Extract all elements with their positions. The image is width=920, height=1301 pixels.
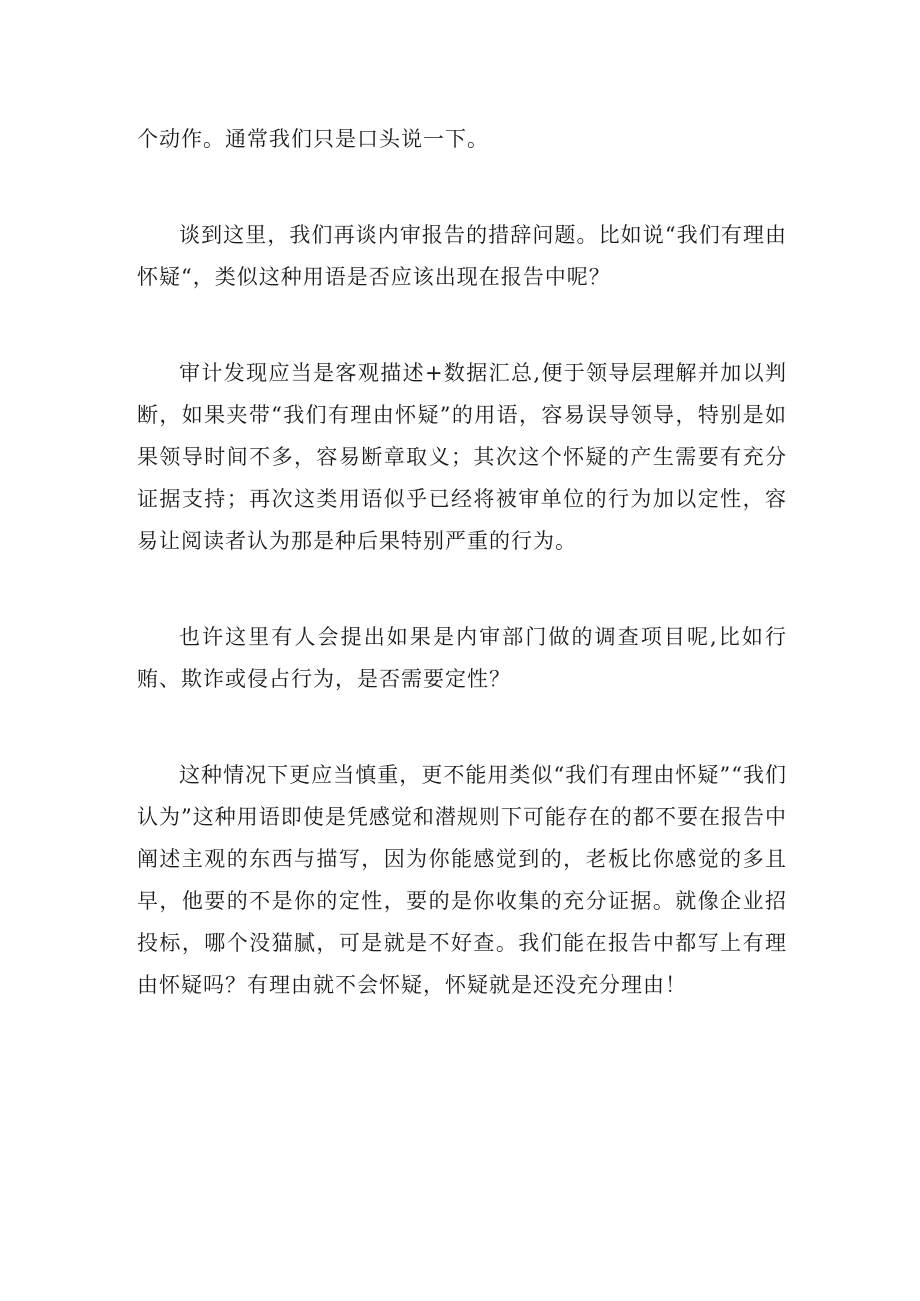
paragraph-wording-question: 谈到这里，我们再谈内审报告的措辞问题。比如说“我们有理由怀疑“，类似这种用语是否应该出现在报告中呢？ [137, 223, 787, 289]
paragraph-investigation-question: 也许这里有人会提出如果是内审部门做的调查项目呢,比如行贿、欺诈或侵占行为，是否需要定性？ [137, 625, 787, 691]
paragraph-continuation: 个动作。通常我们只是口头说一下。 [137, 127, 489, 151]
document-body [137, 118, 787, 1006]
paragraph-conclusion: 这种情况下更应当慎重，更不能用类似“我们有理由怀疑”“我们认为”这种用语即使是凭感觉和潜规则下可能存在的都不要在报告中阐述主观的东西与描写，因为你能感觉到的，老板比你感觉的多且早，他要的不是你的定性，要的是你收集的充分证据。就像企业招投标，哪个没猫腻，可是就是不好查。我们能在报告中都写上有理由怀疑吗？有理由就不会怀疑，怀疑就是还没充分理由！ [137, 763, 787, 997]
paragraph-audit-findings: 审计发现应当是客观描述+数据汇总,便于领导层理解并加以判断，如果夹带“我们有理由怀疑”的用语，容易误导领导，特别是如果领导时间不多，容易断章取义；其次这个怀疑的产生需要有充分证据支持；再次这类用语似乎已经将被审单位的行为加以定性，容易让阅读者认为那是种后果特别严重的行为。 [137, 361, 787, 553]
